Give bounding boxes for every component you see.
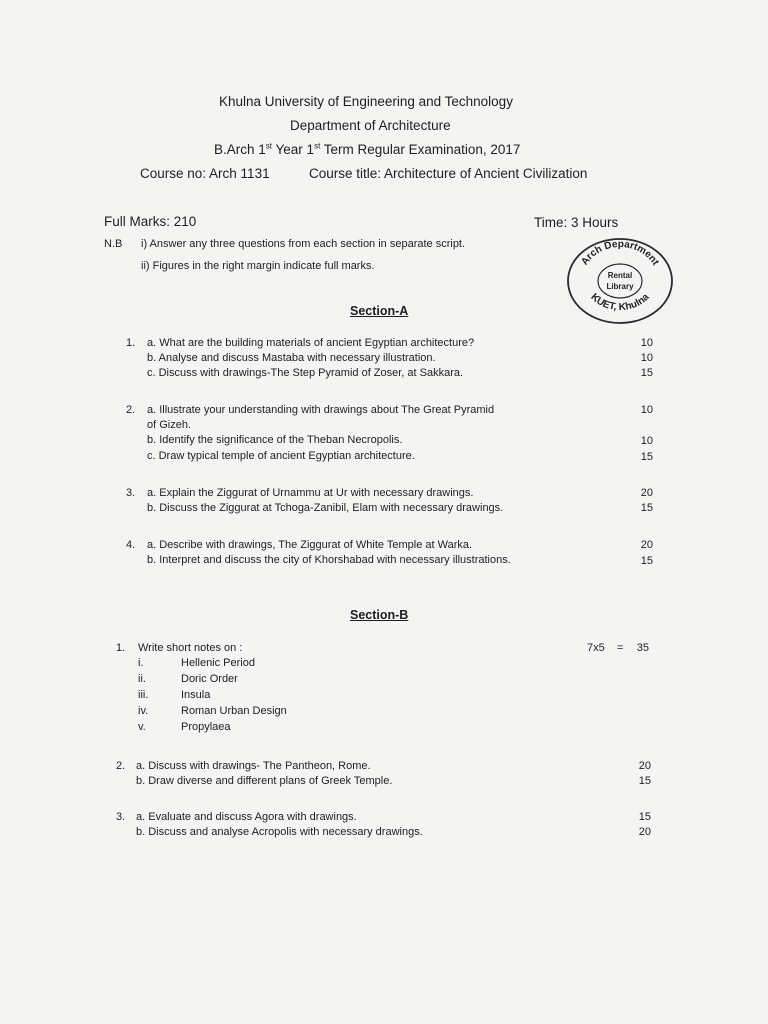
question-line: b. Identify the significance of the Theban Necropolis. — [147, 434, 403, 446]
question-line: a. What are the building materials of ancient Egyptian architecture? — [147, 337, 475, 349]
marks: 20 — [640, 487, 653, 499]
question-number: 1. — [116, 642, 126, 654]
department-name: Department of Architecture — [290, 118, 451, 133]
marks: 15 — [638, 811, 651, 823]
question-line: b. Discuss and analyse Acropolis with necessary drawings. — [136, 826, 423, 838]
nb-label: N.B — [104, 238, 123, 250]
full-marks: Full Marks: 210 — [104, 214, 197, 229]
question-line: a. Illustrate your understanding with drawings about The Great Pyramid — [147, 404, 495, 416]
question-number: 3. — [126, 487, 136, 499]
marks: 10 — [640, 337, 653, 349]
stamp-line-2: Library — [606, 282, 634, 291]
nb-instruction-2: ii) Figures in the right margin indicate full marks. — [141, 260, 375, 272]
marks: 15 — [640, 502, 653, 514]
list-item: Hellenic Period — [181, 657, 255, 669]
nb-instruction-1: i) Answer any three questions from each section in separate script. — [141, 238, 466, 250]
list-item: Doric Order — [181, 673, 238, 685]
question-number: 3. — [116, 811, 126, 823]
question-line: b. Interpret and discuss the city of Khorshabad with necessary illustrations. — [147, 554, 511, 566]
section-a-title: Section-A — [350, 304, 409, 318]
stamp-bottom-text: KUET, Khulna — [588, 291, 652, 314]
question-number: 1. — [126, 337, 136, 349]
question-line: b. Discuss the Ziggurat at Tchoga-Zanibil, Elam with necessary drawings. — [147, 502, 504, 514]
marks: 20 — [638, 760, 651, 772]
marks: 15 — [638, 775, 651, 787]
question-number: 4. — [126, 539, 136, 551]
question-line: a. Discuss with drawings- The Pantheon, Rome. — [136, 760, 371, 772]
list-roman: v. — [138, 721, 146, 733]
marks-formula: 7x5 — [587, 642, 605, 654]
question-line: of Gizeh. — [147, 419, 192, 431]
question-line: a. Explain the Ziggurat of Urnammu at Ur with necessary drawings. — [147, 487, 474, 499]
list-roman: ii. — [138, 673, 146, 685]
list-item: Insula — [181, 689, 211, 701]
stamp-top-text: Arch Department — [579, 238, 661, 268]
question-line: a. Evaluate and discuss Agora with drawings. — [136, 811, 357, 823]
marks: 10 — [640, 352, 653, 364]
section-b-title: Section-B — [350, 608, 409, 622]
exam-title: B.Arch 1st Year 1st Term Regular Examination, 2017 — [214, 141, 521, 157]
list-item: Propylaea — [181, 721, 231, 733]
marks: 10 — [640, 404, 653, 416]
question-number: 2. — [126, 404, 136, 416]
question-line: c. Draw typical temple of ancient Egyptian architecture. — [147, 450, 415, 462]
marks: 20 — [638, 826, 651, 838]
question-number: 2. — [116, 760, 126, 772]
marks: 20 — [640, 539, 653, 551]
marks-equals: = — [617, 642, 624, 654]
list-roman: iv. — [138, 705, 149, 717]
question-line: b. Analyse and discuss Mastaba with necessary illustration. — [147, 352, 436, 364]
question-line: c. Discuss with drawings-The Step Pyramid of Zoser, at Sakkara. — [147, 367, 464, 379]
marks: 15 — [640, 451, 653, 463]
exam-time: Time: 3 Hours — [534, 215, 619, 230]
course-number: Course no: Arch 1131 — [140, 166, 270, 181]
question-line: Write short notes on : — [138, 642, 243, 654]
university-name: Khulna University of Engineering and Technology — [219, 94, 513, 109]
list-item: Roman Urban Design — [181, 705, 287, 717]
question-line: a. Describe with drawings, The Ziggurat of White Temple at Warka. — [147, 539, 473, 551]
question-line: b. Draw diverse and different plans of Greek Temple. — [136, 775, 393, 787]
marks: 35 — [636, 642, 649, 654]
stamp-line-1: Rental — [607, 271, 633, 280]
list-roman: i. — [138, 657, 144, 669]
list-roman: iii. — [138, 689, 149, 701]
marks: 10 — [640, 435, 653, 447]
library-stamp — [565, 236, 675, 326]
marks: 15 — [640, 555, 653, 567]
marks: 15 — [640, 367, 653, 379]
course-title: Course title: Architecture of Ancient Civilization — [309, 166, 588, 181]
